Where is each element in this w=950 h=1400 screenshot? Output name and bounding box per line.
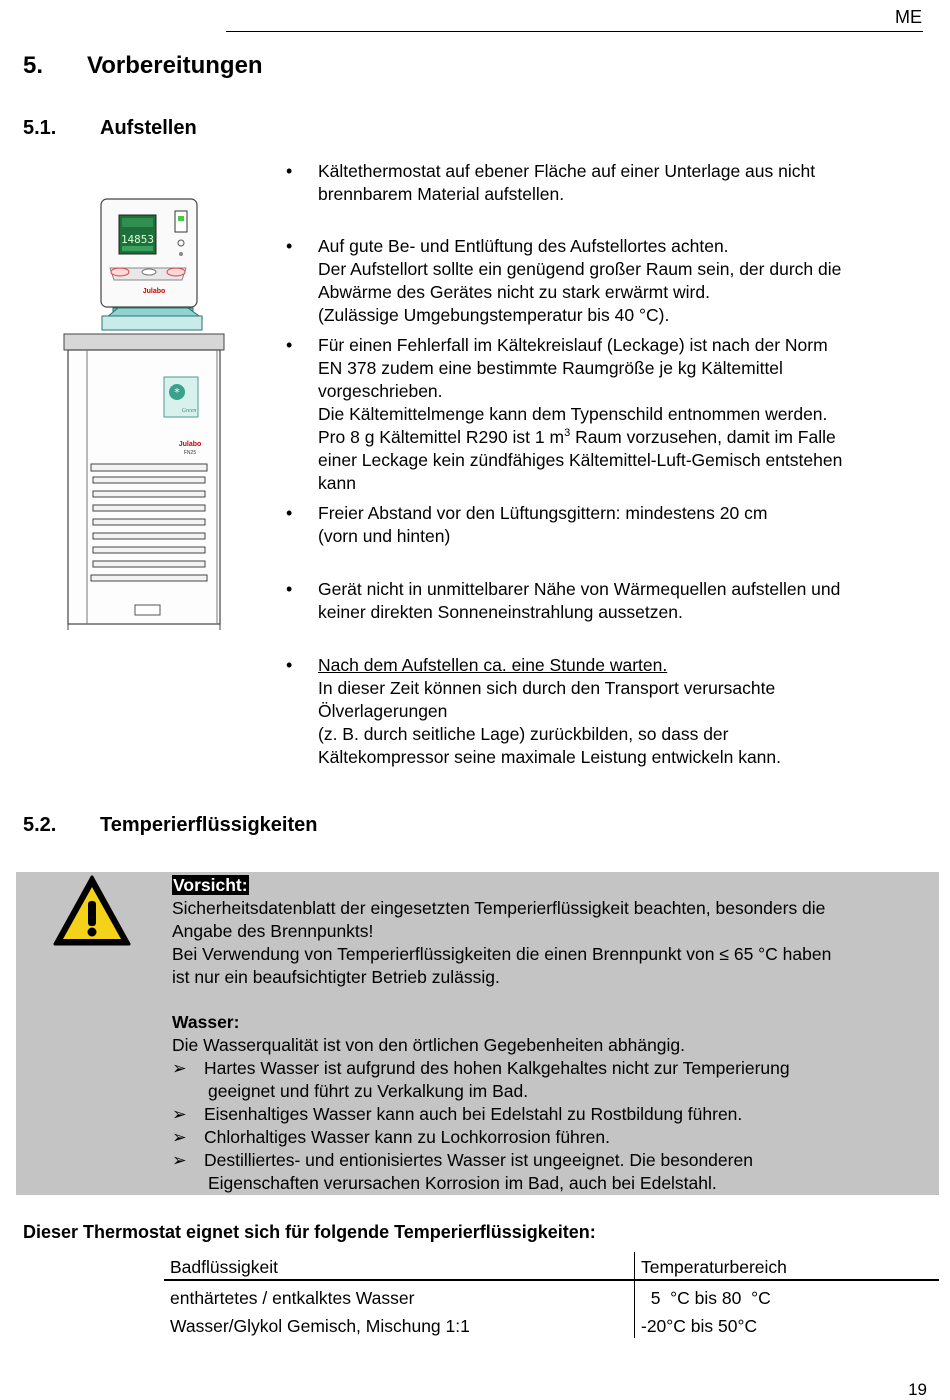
model-label: FN25 <box>183 450 197 456</box>
bullet-item: • Kältethermostat auf ebener Fläche auf einer Unterlage aus nicht brennbarem Material aufstellen. <box>286 160 926 206</box>
water-item: ➢ Eisenhaltiges Wasser kann auch bei Edelstahl zu Rostbildung führen. <box>172 1103 932 1126</box>
chapter-number: 5. <box>23 52 44 79</box>
column-header: Temperaturbereich <box>641 1257 787 1277</box>
section-heading-5-1 <box>23 117 197 140</box>
table-cell: -20°C bis 50°C <box>641 1316 758 1336</box>
section-number: 5.1. <box>23 117 57 139</box>
bullet-item: • Nach dem Aufstellen ca. eine Stunde warten. In dieser Zeit können sich durch den Transport verursachte Ölverlagerungen (z. B. durch seitliche Lage) zurückbilden, so dass der Kältekompressor seine maximale Leistung entwickeln kann. <box>286 654 926 769</box>
caution-text: Vorsicht: Sicherheitsdatenblatt der eingesetzten Temperierflüssigkeit beachten, besonders die Angabe des Brennpunkts! Bei Verwendung von Temperierflüssigkeiten die einen Brennpunkt von ≤ 65 °C haben ist nur ein beaufsichtigter Betrieb zulässig. Wasser: Die Wasserqualität ist von den örtlichen Gegebenheiten abhängig. ➢ Hartes Wasser ist aufgrund des hohen Kalkgehaltes nicht zur Temperierung geeignet und führt zu Verkalkung im Bad. ➢ Eisenhaltiges Wasser kann auch bei Edelstahl zu Rostbildung führen. ➢ Chlorhaltiges Wasser kann zu Lochkorrosion führen. ➢ Destilliertes- und entionisiertes Wasser ist ungeeignet. Die besonderen Eigenschaften verursachen Korrosion im Bad, auch bei Edelstahl. <box>172 874 932 1195</box>
table-cell: enthärtetes / entkalktes Wasser <box>170 1288 415 1308</box>
bullet-item: • Freier Abstand vor den Lüftungsgittern: mindestens 20 cm (vorn und hinten) <box>286 502 926 548</box>
cabinet-brand: Julabo <box>178 441 202 448</box>
table-cell: 5 °C bis 80 °C <box>641 1288 771 1308</box>
chapter-heading <box>23 52 263 80</box>
water-item: ➢ Destilliertes- und entionisiertes Wasser ist ungeeignet. Die besonderen Eigenschaften verursachen Korrosion im Bad, auch bei Edelstahl. <box>172 1149 932 1195</box>
bullet-item: • Auf gute Be- und Entlüftung des Aufstellortes achten. Der Aufstellort sollte ein genügend großer Raum sein, der durch die Abwärme des Gerätes nicht zu stark erwärmt wird. (Zulässige Umgebungstemperatur bis 40 °C). <box>286 235 926 327</box>
water-title: Wasser: <box>172 1012 240 1032</box>
column-header: Badflüssigkeit <box>170 1257 278 1277</box>
caution-box <box>16 872 939 1195</box>
controller-brand: Julabo <box>142 288 166 295</box>
svg-text:Green: Green <box>181 408 197 414</box>
section-title: Aufstellen <box>100 117 197 139</box>
wait-instruction: • Nach dem Aufstellen ca. eine Stunde warten. <box>318 655 668 675</box>
section-title: Temperierflüssigkeiten <box>100 814 318 836</box>
header-rule <box>226 31 923 32</box>
display-readout: 14853 <box>120 233 155 246</box>
water-item: ➢ Chlorhaltiges Wasser kann zu Lochkorrosion führen. <box>172 1126 932 1149</box>
warning-triangle-icon <box>52 874 132 948</box>
table-cell: Wasser/Glykol Gemisch, Mischung 1:1 <box>170 1316 470 1336</box>
water-item: ➢ Hartes Wasser ist aufgrund des hohen Kalkgehaltes nicht zur Temperierung geeignet und führt zu Verkalkung im Bad. <box>172 1057 932 1103</box>
caution-label: Vorsicht: <box>173 875 248 895</box>
section-heading-5-2 <box>23 814 317 837</box>
setup-bullet-list <box>286 160 926 769</box>
bullet-item: • Für einen Fehlerfall im Kältekreislauf (Leckage) ist nach der Norm EN 378 zudem eine bestimmte Raumgröße je kg Kältemittel vorgeschrieben. Die Kältemittelmenge kann dem Typenschild entnommen werden. Pro 8 g Kältemittel R290 ist 1 $m^3$ Raum vorzusehen, damit im Falle einer Leckage kein zündfähiges Kältemittel-Luft-Gemisch entstehen kann <box>286 334 926 495</box>
header-code: ME <box>895 7 922 27</box>
page-number: 19 <box>908 1380 927 1399</box>
suitability-heading: Dieser Thermostat eignet sich für folgende Temperierflüssigkeiten: <box>23 1222 596 1242</box>
svg-text:*: * <box>174 386 180 399</box>
section-number: 5.2. <box>23 814 57 836</box>
bullet-item: • Gerät nicht in unmittelbarer Nähe von Wärmequellen aufstellen und keiner direkten Sonneneinstrahlung aussetzen. <box>286 578 926 624</box>
chapter-title: Vorbereitungen <box>87 52 263 79</box>
thermostat-illustration <box>58 196 230 632</box>
